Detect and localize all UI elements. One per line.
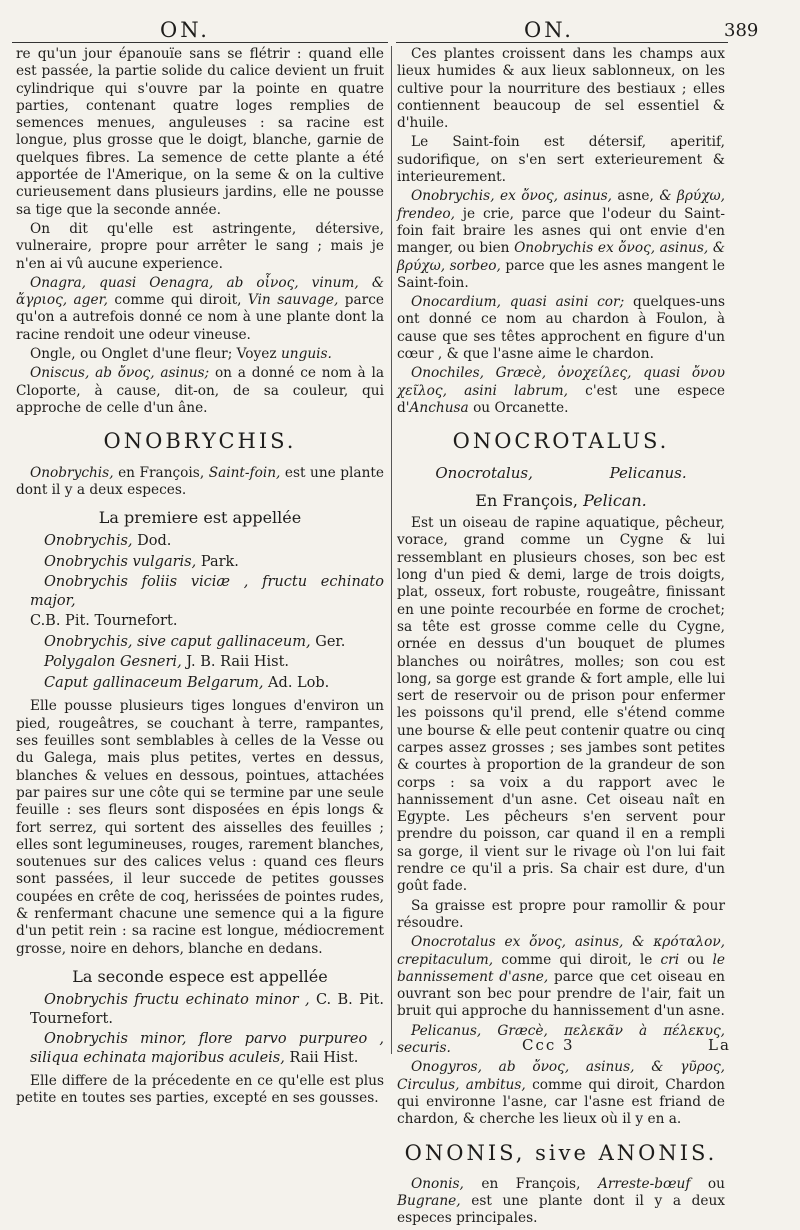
synonym-pair bbox=[397, 465, 725, 482]
synonym-list bbox=[16, 991, 384, 1067]
entry-term: Ononis, bbox=[411, 1175, 464, 1192]
entry-onocardium bbox=[397, 294, 725, 363]
synonym-item bbox=[16, 674, 384, 693]
subheading: La premiere est appellée bbox=[98, 508, 302, 528]
synonym-author: Dod. bbox=[132, 533, 172, 550]
running-head-right: ON. bbox=[524, 18, 574, 42]
entry-text: ou bbox=[679, 951, 713, 968]
synonym-name: Onobrychis vulgaris, bbox=[44, 553, 197, 570]
synonym-author: J. B. Raii Hist. bbox=[181, 654, 290, 671]
paragraph: Elle differe de la précedente en ce qu'elle est plus petite en toutes ses parties, excepté en ses gousses. bbox=[16, 1073, 384, 1107]
entry-term: Onocrotalus ex ὄνος, asinus, & κρόταλον, crepitaculum, bbox=[397, 934, 725, 968]
paragraph: On dit qu'elle est astringente, détersive, vulneraire, propre pour arrêter le sang ; mais je n'en ai vû aucune experience. bbox=[16, 220, 384, 272]
synonym-name: Onobrychis minor, flore parvo purpureo , siliqua echinata majoribus aculeis, bbox=[30, 1031, 384, 1066]
entry-term: Onochiles, Græcè, ὀνοχείλες, quasi ὄνου χεῖλος, asini labrum, bbox=[397, 365, 725, 399]
cross-reference: unguis. bbox=[280, 346, 332, 363]
entry-text: ou bbox=[690, 1175, 725, 1192]
entry-onocrotalus-etymology bbox=[397, 934, 725, 1020]
synonym-name: Onobrychis, bbox=[44, 533, 133, 550]
entry-onogyros bbox=[397, 1059, 725, 1128]
entry-text: Ongle, ou Onglet d'une fleur; Voyez bbox=[30, 346, 281, 363]
entry-onagra bbox=[16, 275, 384, 344]
entry-oniscus bbox=[16, 365, 384, 417]
synonym-item bbox=[16, 553, 384, 572]
paragraph: Le Saint-foin est détersif, aperitif, sudorifique, on s'en sert exterieurement & interieurement. bbox=[397, 134, 725, 186]
section-title-onocrotalus: ONOCROTALUS. bbox=[452, 429, 670, 454]
synonym-author: Raii Hist. bbox=[284, 1049, 359, 1066]
synonym-item bbox=[16, 633, 384, 652]
entry-onobrychis bbox=[16, 465, 384, 500]
entry-text: c'est une espece d' bbox=[397, 382, 725, 416]
synonym-item bbox=[16, 991, 384, 1028]
synonym-item bbox=[16, 612, 384, 631]
subheading: La seconde espece est appellée bbox=[72, 966, 328, 986]
left-column bbox=[16, 46, 384, 1110]
paragraph: Est un oiseau de rapine aquatique, pêcheur, vorace, grand comme un Cygne & lui ressemblant en plusieurs choses, son bec est long d'un pied & demi, large de trois doigts, plat, osseux, fort robuste, rougeâtre, finissant en une pointe recourbée en forme de crochet; sa tête est grosse comme celle du Cygne, ornée en dessus d'un bouquet de plumes blanches ou noirâtres, molles; son cou est long, sa gorge est grande & fort ample, elle lui sert de reservoir ou de prison pour enfermer les poissons qu'il prend, elle s'étend comme une bourse & elle peut contenir quatre ou cinq carpes assez grosses ; ses jambes sont petites & courtes à proportion de la grandeur de son corps : sa voix a du rapport avec le hannissement d'un asne. Cet oiseau naît en Egypte. Les pêcheurs s'en servent pour prendre du poisson, car quand il en a rempli sa gorge, il vient sur le rivage où l'on lui fait rendre ce qu'il a pris. Sa chair est dure, d'un goût fade. bbox=[397, 515, 725, 895]
entry-text: en François, bbox=[113, 464, 209, 481]
entry-text: en François, bbox=[463, 1175, 598, 1192]
entry-text: on a donné ce nom à la Cloporte, à cause, dit-on, de sa couleur, qui approche de celle d'un âne. bbox=[16, 365, 384, 416]
signature-mark: Ccc 3 bbox=[522, 1036, 575, 1054]
synonym-name: Caput gallinaceum Belgarum, bbox=[44, 674, 264, 691]
column-divider bbox=[391, 46, 392, 1054]
entry-term: Onogyros, ab ὄνος, asinus, & γῦρος, Circulus, ambitus, bbox=[397, 1059, 725, 1093]
paragraph: Elle pousse plusieurs tiges longues d'environ un pied, rougeâtres, se couchant à terre, rampantes, ses feuilles sont semblables à celles de la Vesse ou du Galega, mais plus petites, vertes en dessus, blanches & velues en dessous, pointues, attachées par paires sur une côte qui se termine par une seule feuille : ses fleurs sont disposées en épis longs & fort serrez, qui sortent des aisselles des feuilles ; elles sont legumineuses, rouges, rarement blanches, soutenues sur des calices velus : quand ces fleurs sont passées, il leur succede de petites gousses coupées en crête de coq, herissées de pointes rudes, & renfermant chacune une semence qui a la figure d'un petit rein : sa racine est longue, médiocrement grosse, noire en dehors, blanche en dedans. bbox=[16, 698, 384, 957]
entry-term: Onagra, quasi Oenagra, ab οἶνος, vinum, & ἄγριος, ager, bbox=[16, 274, 384, 309]
entry-ongle bbox=[16, 346, 384, 363]
entry-text: quelques-uns ont donné ce nom au chardon à Foulon, à cause que ses têtes approchent en figure d'un cœur , & que l'asne aime le chardon. bbox=[397, 294, 725, 363]
entry-term: Onocardium, quasi asini cor; bbox=[411, 294, 625, 311]
entry-term: Onobrychis ex ὄνος, asinus, & βρύχω, sorbeo, bbox=[397, 240, 725, 274]
synonym-name: Onobrychis foliis viciæ , fructu echinato major, bbox=[30, 574, 384, 609]
synonym-list bbox=[16, 532, 384, 692]
synonym-author: Ger. bbox=[310, 633, 346, 650]
catchword: La bbox=[708, 1036, 731, 1054]
entry-term: Bugrane, bbox=[397, 1193, 461, 1210]
entry-text: est une plante dont il y a deux especes principales. bbox=[397, 1193, 725, 1227]
entry-text: parce que les asnes mangent le Saint-foin. bbox=[397, 257, 725, 291]
entry-text: parce qu'on a autrefois donné ce nom à une plante dont la racine rendoit une odeur vineuse. bbox=[16, 292, 384, 343]
entry-term: Arreste-bœuf bbox=[597, 1175, 691, 1192]
paragraph: re qu'un jour épanouïe sans se flétrir : quand elle est passée, la partie solide du calice devient un fruit cylindrique qui s'ouvre par la pointe en quatre parties, contenant quatre loges remplies de semences menues, anguleuses : sa racine est longue, plus grosse que le doigt, blanche, garnie de quelques fibres. La semence de cette plante a été apportée de l'Amerique, on la seme & on la cultive curieusement dans plusieurs jardins, elle ne pousse sa tige que la seconde année. bbox=[16, 46, 384, 218]
synonym-name: Pelicanus. bbox=[609, 463, 687, 482]
synonym-author: C.B. Pit. Tournefort. bbox=[30, 613, 178, 630]
paragraph: Sa graisse est propre pour ramollir & pour résoudre. bbox=[397, 897, 725, 931]
entry-text: En François, bbox=[475, 490, 584, 510]
synonym-name: Onobrychis, sive caput gallinaceum, bbox=[44, 633, 311, 650]
entry-text: comme qui diroit, Chardon qui environne l'asne, car l'asne est friand de chardon, & cherche les lieux où il y en a. bbox=[397, 1076, 725, 1128]
synonym-item bbox=[16, 573, 384, 610]
section-title-ononis: ONONIS, sive ANONIS. bbox=[404, 1140, 718, 1165]
entry-text: est une plante dont il y a deux especes. bbox=[16, 464, 384, 498]
entry-term: Saint-foin, bbox=[208, 464, 281, 481]
synonym-author: Ad. Lob. bbox=[263, 674, 330, 691]
synonym-name: Onocrotalus, bbox=[435, 463, 533, 482]
entry-onobrychis-etymology bbox=[397, 188, 725, 292]
synonym-author: C. B. Pit. Tournefort. bbox=[30, 992, 384, 1027]
synonym-item bbox=[16, 1030, 384, 1067]
entry-term: Oniscus, ab ὄνος, asinus; bbox=[30, 365, 210, 382]
header-rule-right bbox=[396, 42, 728, 43]
entry-term: Onobrychis, ex ὄνος, asinus, bbox=[411, 188, 613, 205]
entry-term: Pelican. bbox=[583, 490, 647, 510]
entry-text: ou Orcanette. bbox=[468, 399, 569, 416]
entry-term: cri bbox=[660, 951, 680, 968]
entry-term: le bannissement d'asne, bbox=[397, 951, 725, 985]
synonym-name: Polygalon Gesneri, bbox=[44, 654, 182, 671]
synonym-name: Onobrychis fructu echinato minor , bbox=[44, 992, 310, 1009]
header-rule-left bbox=[12, 42, 388, 43]
synonym-item bbox=[16, 653, 384, 672]
page-number: 389 bbox=[724, 20, 759, 41]
synonym-item bbox=[16, 532, 384, 551]
entry-term: Vin sauvage, bbox=[247, 292, 339, 309]
entry-text: parce que cet oiseau en ouvrant son bec pour prendre de l'air, fait un bruit qui approche du hannissement d'un asne. bbox=[397, 968, 725, 1020]
entry-pelicanus: Pelicanus, Græcè, πελεκᾶν à πέλεκυς, securis. bbox=[397, 1022, 725, 1057]
entry-term: & βρύχω, frendeo, bbox=[397, 188, 726, 222]
entry-term: Onobrychis, bbox=[30, 464, 114, 481]
entry-ononis bbox=[397, 1176, 725, 1228]
entry-text: je crie, parce que l'odeur du Saint-foin fait braire les asnes qui ont envie d'en manger, ou bien bbox=[397, 205, 725, 257]
entry-text: comme qui diroit, bbox=[107, 292, 248, 309]
running-head-left: ON. bbox=[160, 18, 210, 42]
entry-onochiles bbox=[397, 365, 725, 417]
synonym-author: Park. bbox=[196, 553, 239, 570]
entry-term: Anchusa bbox=[409, 399, 469, 416]
entry-text: comme qui diroit, le bbox=[493, 951, 661, 968]
french-name bbox=[397, 492, 725, 509]
paragraph: Ces plantes croissent dans les champs aux lieux humides & aux lieux sablonneux, on les cultive pour la nourriture des bestiaux ; elles contiennent beaucoup de sel essentiel & d'huile. bbox=[397, 46, 725, 132]
entry-text: asne, bbox=[612, 188, 660, 205]
section-title-onobrychis: ONOBRYCHIS. bbox=[103, 429, 297, 454]
